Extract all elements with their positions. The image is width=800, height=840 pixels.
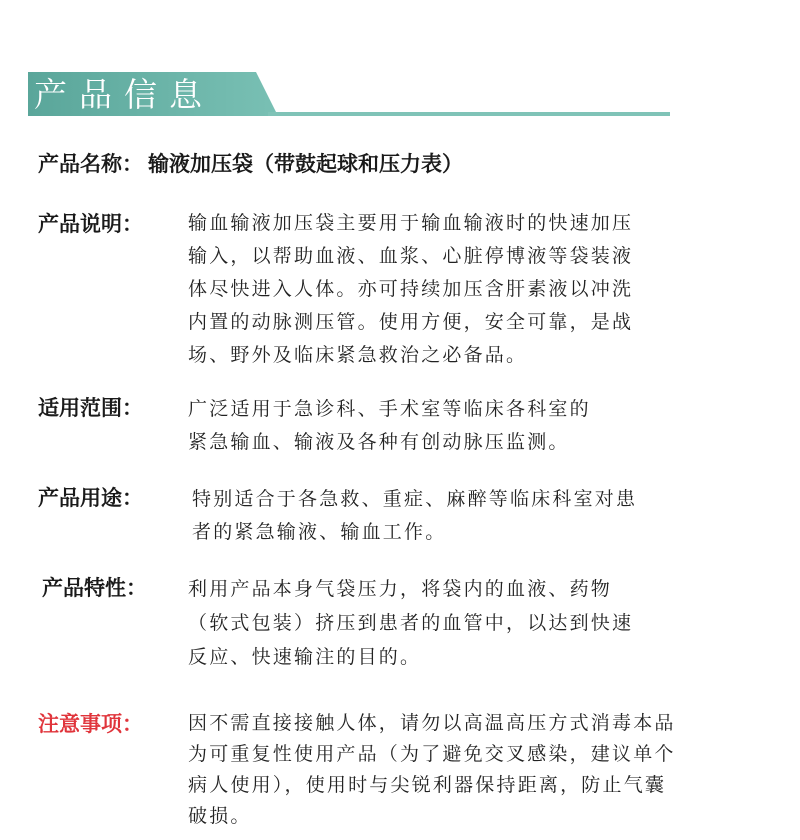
section-line: 内置的动脉测压管。使用方便，安全可靠，是战 — [188, 311, 634, 333]
section-line: 因不需直接接触人体，请勿以高温高压方式消毒本品 — [188, 712, 676, 734]
section-line: 输入，以帮助血液、血浆、心脏停博液等袋装液 — [188, 245, 634, 267]
section-line: 特别适合于各急救、重症、麻醉等临床科室对患 — [192, 488, 638, 510]
section-line: 为可重复性使用产品（为了避免交叉感染，建议单个 — [188, 743, 676, 765]
page-title: 产品信息 — [34, 75, 214, 114]
section-label-description: 产品说明： — [38, 212, 143, 236]
section-line: 场、野外及临床紧急救治之必备品。 — [188, 344, 528, 366]
section-label-usage: 产品用途： — [38, 486, 143, 510]
section-line: 体尽快进入人体。亦可持续加压含肝素液以冲洗 — [188, 278, 634, 300]
section-line: 病人使用），使用时与尖锐利器保持距离，防止气囊 — [188, 774, 667, 796]
section-line: 广泛适用于急诊科、手术室等临床各科室的 — [188, 398, 591, 420]
section-label-scope: 适用范围： — [38, 396, 143, 420]
section-line: （软式包装）挤压到患者的血管中，以达到快速 — [188, 612, 634, 634]
section-line: 利用产品本身气袋压力，将袋内的血液、药物 — [188, 578, 613, 600]
section-line: 破损。 — [188, 805, 252, 827]
section-line: 输血输液加压袋主要用于输血输液时的快速加压 — [188, 212, 634, 234]
section-label-notice: 注意事项： — [38, 712, 143, 736]
section-line: 紧急输血、输液及各种有创动脉压监测。 — [188, 431, 570, 453]
section-label-features: 产品特性： — [42, 576, 147, 600]
header-divider — [268, 112, 670, 116]
product-name-value: 输液加压袋（带鼓起球和压力表） — [148, 152, 463, 176]
section-line: 反应、快速输注的目的。 — [188, 646, 422, 668]
section-line: 者的紧急输液、输血工作。 — [192, 521, 447, 543]
product-name-label: 产品名称： — [38, 152, 143, 176]
